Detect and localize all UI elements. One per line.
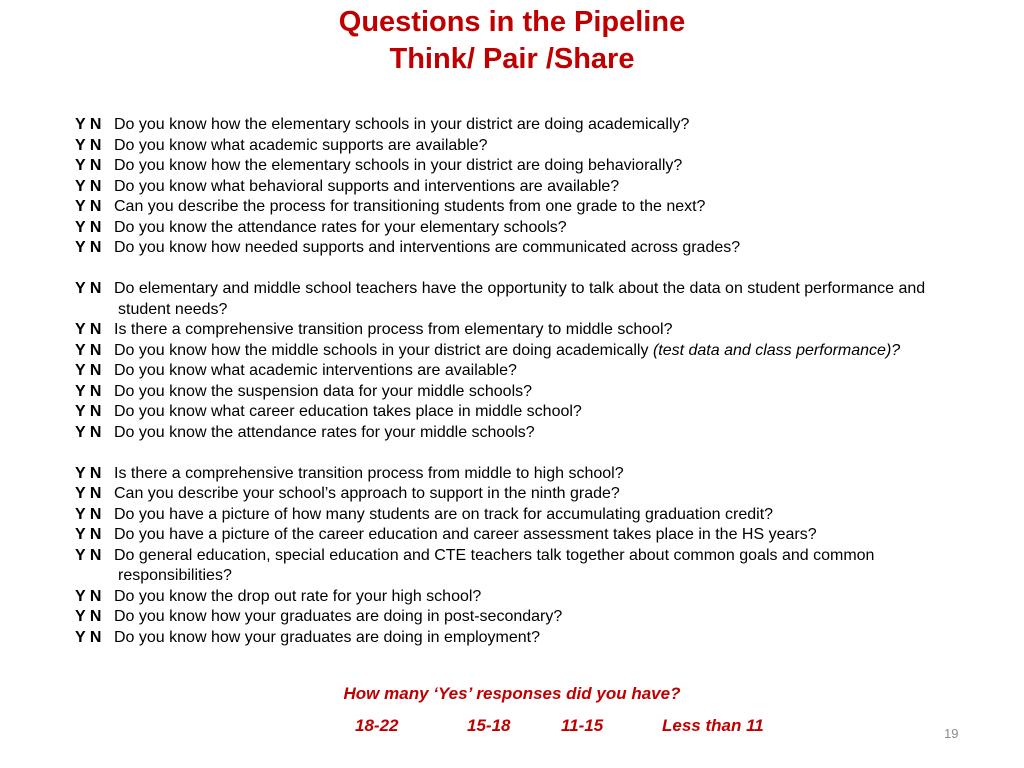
- question-text: Do you know the attendance rates for your middle schools?: [114, 423, 535, 441]
- yes-count-question: How many ‘Yes’ responses did you have?: [343, 684, 681, 703]
- score-ranges: [0, 716, 1024, 738]
- yes-no-label: Y N: [75, 321, 102, 338]
- score-range: 15-18: [467, 716, 511, 735]
- yes-no-label: Y N: [75, 218, 102, 236]
- title-line-2: Think/ Pair /Share: [389, 43, 635, 75]
- question-item: [75, 525, 975, 546]
- question-item: [75, 484, 975, 505]
- question-item: [75, 218, 975, 239]
- yes-no-label: Y N: [75, 628, 102, 646]
- question-group-middle: [75, 279, 975, 443]
- yes-no-label: Y N: [75, 198, 102, 215]
- question-text: Do you know how your graduates are doing in post-secondary?: [114, 608, 563, 625]
- question-text: Is there a comprehensive transition process from middle to high school?: [114, 464, 624, 482]
- question-item: [75, 197, 975, 218]
- yes-no-label: Y N: [75, 485, 102, 502]
- question-text: Do you know how needed supports and interventions are communicated across grades?: [114, 239, 741, 256]
- question-group-high: [75, 464, 975, 649]
- question-item: [75, 628, 975, 649]
- question-text: Can you describe your school’s approach to support in the ninth grade?: [114, 485, 620, 502]
- question-item: [75, 115, 975, 136]
- slide-title: [0, 4, 1024, 78]
- question-text: Do you have a picture of how many students are on track for accumulating graduation credit?: [114, 505, 774, 523]
- title-line-1: Questions in the Pipeline: [338, 6, 686, 38]
- yes-no-label: Y N: [75, 464, 102, 482]
- question-text: Can you describe the process for transitioning students from one grade to the next?: [114, 198, 706, 215]
- question-text: Do you know how your graduates are doing in employment?: [114, 628, 541, 646]
- question-item: [75, 177, 975, 198]
- question-item: [75, 238, 975, 259]
- question-italic-note: (test data and class performance)?: [652, 341, 901, 359]
- question-item: [75, 505, 975, 526]
- yes-no-label: Y N: [75, 546, 102, 564]
- question-text: Do you know what academic interventions are available?: [114, 362, 517, 379]
- question-item: [75, 607, 975, 628]
- question-item: [75, 279, 975, 320]
- question-text: Do you have a picture of the career education and career assessment takes place in the HS years?: [114, 526, 817, 543]
- yes-no-label: Y N: [75, 403, 102, 420]
- page-number: 19: [944, 726, 959, 741]
- question-item: [75, 423, 975, 444]
- question-item: [75, 382, 975, 403]
- question-text: Do you know the suspension data for your middle schools?: [114, 382, 533, 400]
- yes-no-label: Y N: [75, 362, 102, 379]
- question-text: Do you know the drop out rate for your high school?: [114, 587, 482, 605]
- question-item: [75, 156, 975, 177]
- question-text: Do you know what behavioral supports and interventions are available?: [114, 177, 620, 195]
- yes-no-label: Y N: [75, 382, 102, 400]
- yes-no-label: Y N: [75, 341, 102, 359]
- yes-no-label: Y N: [75, 239, 102, 256]
- question-item: [75, 546, 975, 587]
- yes-no-label: Y N: [75, 280, 102, 297]
- question-item: [75, 587, 975, 608]
- yes-no-label: Y N: [75, 177, 102, 195]
- question-text: Do you know what career education takes place in middle school?: [114, 403, 582, 420]
- yes-no-label: Y N: [75, 526, 102, 543]
- question-text: Do you know how the elementary schools in your district are doing behaviorally?: [114, 157, 683, 174]
- yes-no-label: Y N: [75, 505, 102, 523]
- yes-no-label: Y N: [75, 587, 102, 605]
- question-item: [75, 464, 975, 485]
- score-range: 11-15: [561, 716, 604, 735]
- question-item: [75, 402, 975, 423]
- score-range: Less than 11: [662, 716, 764, 735]
- question-text: Do you know how the elementary schools in your district are doing academically?: [114, 116, 690, 133]
- question-item: [75, 320, 975, 341]
- question-group-elementary: [75, 115, 975, 259]
- question-text: Is there a comprehensive transition process from elementary to middle school?: [114, 321, 673, 338]
- yes-no-label: Y N: [75, 423, 102, 441]
- question-item: [75, 136, 975, 157]
- score-range: 18-22: [355, 716, 399, 735]
- question-text: Do you know how the middle schools in your district are doing academically: [114, 341, 649, 359]
- yes-no-label: Y N: [75, 157, 102, 174]
- question-text: Do general education, special education and CTE teachers talk together about common goals and common responsibilities?: [114, 546, 875, 584]
- question-item: [75, 341, 975, 362]
- question-text: Do elementary and middle school teachers have the opportunity to talk about the data on student performance and student needs?: [114, 280, 926, 318]
- yes-no-label: Y N: [75, 116, 102, 133]
- question-item: [75, 361, 975, 382]
- yes-no-label: Y N: [75, 608, 102, 625]
- question-list: [75, 115, 975, 648]
- question-text: Do you know what academic supports are available?: [114, 136, 488, 154]
- question-text: Do you know the attendance rates for your elementary schools?: [114, 218, 567, 236]
- yes-no-label: Y N: [75, 136, 102, 154]
